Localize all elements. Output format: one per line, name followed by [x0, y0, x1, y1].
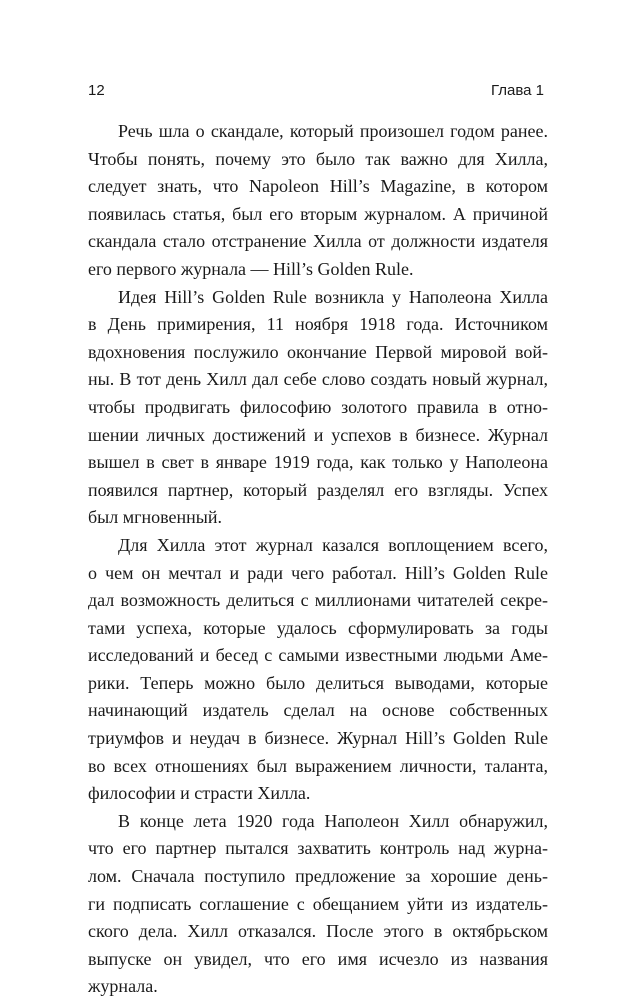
running-head: [88, 80, 544, 102]
text-line: ги подписать соглашение с обещанием уйти из издатель-: [88, 893, 548, 914]
text-line: рики. Теперь можно было делиться выводами, которые: [88, 672, 548, 693]
text-line: скандала стало отстранение Хилла от должности издателя: [88, 231, 548, 252]
text-line: вышел в свет в январе 1919 года, как только у Наполеона: [88, 452, 548, 473]
text-line: о чем он мечтал и ради чего работал. Hill’s Golden Rule: [88, 562, 548, 583]
text-line: вдохновения послужило окончание Первой мировой вой-: [88, 341, 548, 362]
text-line: дал возможность делиться с миллионами читателей секре-: [88, 590, 548, 611]
text-line: следует знать, что Napoleon Hill’s Magazine, в котором: [88, 176, 548, 197]
text-line: Идея Hill’s Golden Rule возникла у Наполеона Хилла: [118, 286, 548, 307]
text-line: появился партнер, который разделял его взгляды. Успех: [88, 479, 548, 500]
paragraph-3: [88, 532, 548, 808]
text-line: появилась статья, был его вторым журналом. А причиной: [88, 203, 548, 224]
text-line: был мгновенный.: [88, 507, 223, 528]
paragraph-4: [88, 808, 548, 1001]
text-line: исследований и бесед с самыми известными людьми Аме-: [88, 645, 548, 666]
text-line: ского дела. Хилл отказался. После этого в октябрьском: [88, 921, 548, 942]
text-line: тами успеха, которые удалось сформулировать за годы: [88, 617, 548, 638]
text-line: в День примирения, 11 ноября 1918 года. Источником: [88, 314, 548, 335]
text-line: В конце лета 1920 года Наполеон Хилл обнаружил,: [118, 810, 548, 831]
text-line: чтобы продвигать философию золотого правила в отно-: [88, 396, 548, 417]
text-line: триумфов и неудач в бизнесе. Журнал Hill’s Golden Rule: [88, 728, 548, 749]
text-line: шении личных достижений и успехов в бизнесе. Журнал: [88, 424, 548, 445]
body-text: [88, 118, 548, 1001]
text-line: Речь шла о скандале, который произошел годом ранее.: [118, 121, 548, 141]
page-number: 12: [88, 82, 105, 99]
text-line: журнала.: [88, 976, 158, 997]
text-line: философии и страсти Хилла.: [88, 783, 311, 804]
text-line: лом. Сначала поступило предложение за хорошие день-: [88, 866, 548, 887]
paragraph-1: [88, 118, 548, 284]
text-line: его первого журнала — Hill’s Golden Rule.: [88, 258, 414, 279]
chapter-title: Глава 1: [490, 82, 544, 99]
text-line: начинающий издатель сделал на основе собственных: [88, 700, 548, 721]
text-line: во всех отношениях был выражением личности, таланта,: [88, 755, 548, 776]
paragraph-2: [88, 284, 548, 532]
text-line: что его партнер пытался захватить контроль над журна-: [88, 838, 548, 859]
text-line: Чтобы понять, почему это было так важно для Хилла,: [88, 148, 548, 169]
text-line: выпуске он увидел, что его имя исчезло из названия: [88, 948, 548, 969]
text-line: Для Хилла этот журнал казался воплощением всего,: [118, 534, 548, 555]
text-line: ны. В тот день Хилл дал себе слово создать новый журнал,: [88, 369, 548, 390]
